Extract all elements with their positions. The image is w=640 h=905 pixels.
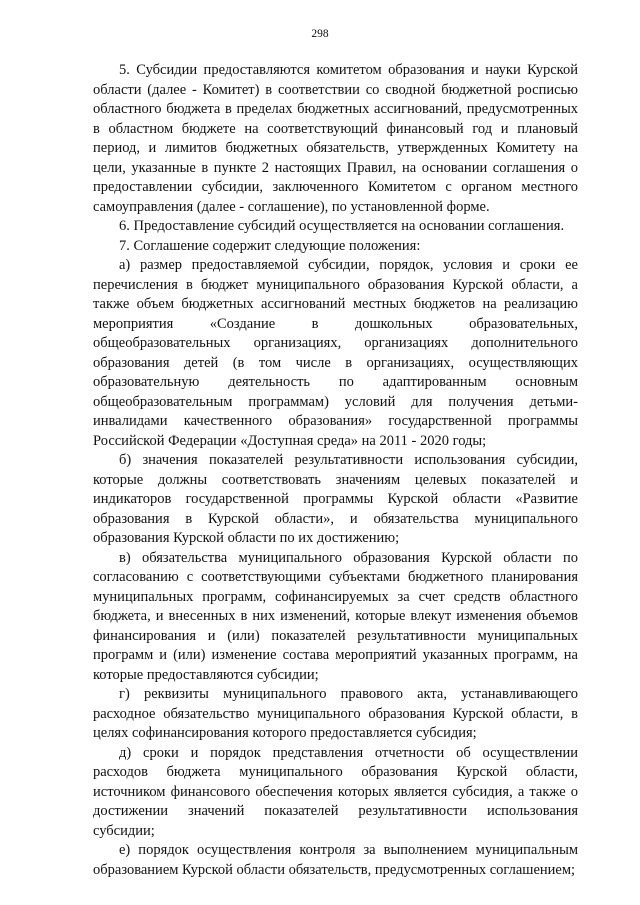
paragraph-7a: а) размер предоставляемой субсидии, порядок, условия и сроки ее перечисления в бюджет муниципального образования Курской области, а также объем бюджетных ассигнований местных бюджетов на реализацию мероприятия «Создание в дошкольных образовательных, общеобразовательных организациях, организациях дополнительного образования детей (в том числе в организациях, осуществляющих образовательную деятельность по адаптированным основным общеобразовательным программам) условий для получения детьми-инвалидами качественного образования» государственной программы Российской Федерации «Доступная среда» на 2011 - 2020 годы; <box>93 257 578 449</box>
paragraph-7v: в) обязательства муниципального образования Курской области по согласованию с соответствующими субъектами бюджетного планирования муниципальных программ, софинансируемых за счет средств областного бюджета, и внесенных в них изменений, которые влекут изменения объемов финансирования и (или) показателей результативности муниципальных программ и (или) изменение состава мероприятий указанных программ, на которые предоставляются субсидии; <box>93 549 578 683</box>
paragraph-7b: б) значения показателей результативности использования субсидии, которые должны соответствовать значениям целевых показателей и индикаторов государственной программы Курской области «Развитие образования в Курской области», и обязательства муниципального образования Курской области по их достижению; <box>93 452 578 546</box>
page-number: 298 <box>311 28 329 40</box>
paragraph-5: 5. Субсидии предоставляются комитетом образования и науки Курской области (далее - Комитет) в соответствии со сводной бюджетной росписью областного бюджета в пределах бюджетных ассигнований, предусмотренных в областном бюджете на соответствующий финансовый год и плановый период, и лимитов бюджетных обязательств, утвержденных Комитету на цели, указанные в пункте 2 настоящих Правил, на основании соглашения о предоставлении субсидии, заключенного Комитетом с органом местного самоуправления (далее - соглашение), по установленной форме. <box>93 62 578 215</box>
paragraph-7d: д) сроки и порядок представления отчетности об осуществлении расходов бюджета муниципального образования Курской области, источником финансового обеспечения которых является субсидия, а также о достижении значений показателей результативности использования субсидии; <box>93 744 578 839</box>
document-body <box>93 61 578 880</box>
paragraph-7: 7. Соглашение содержит следующие положения: <box>119 237 421 254</box>
paragraph-7e: е) порядок осуществления контроля за выполнением муниципальным образованием Курской области обязательств, предусмотренных соглашением; <box>93 842 578 878</box>
paragraph-7g: г) реквизиты муниципального правового акта, устанавливающего расходное обязательство муниципального образования Курской области, в целях софинансирования которого предоставляется субсидия; <box>93 686 578 741</box>
paragraph-6: 6. Предоставление субсидий осуществляется на основании соглашения. <box>119 218 565 234</box>
